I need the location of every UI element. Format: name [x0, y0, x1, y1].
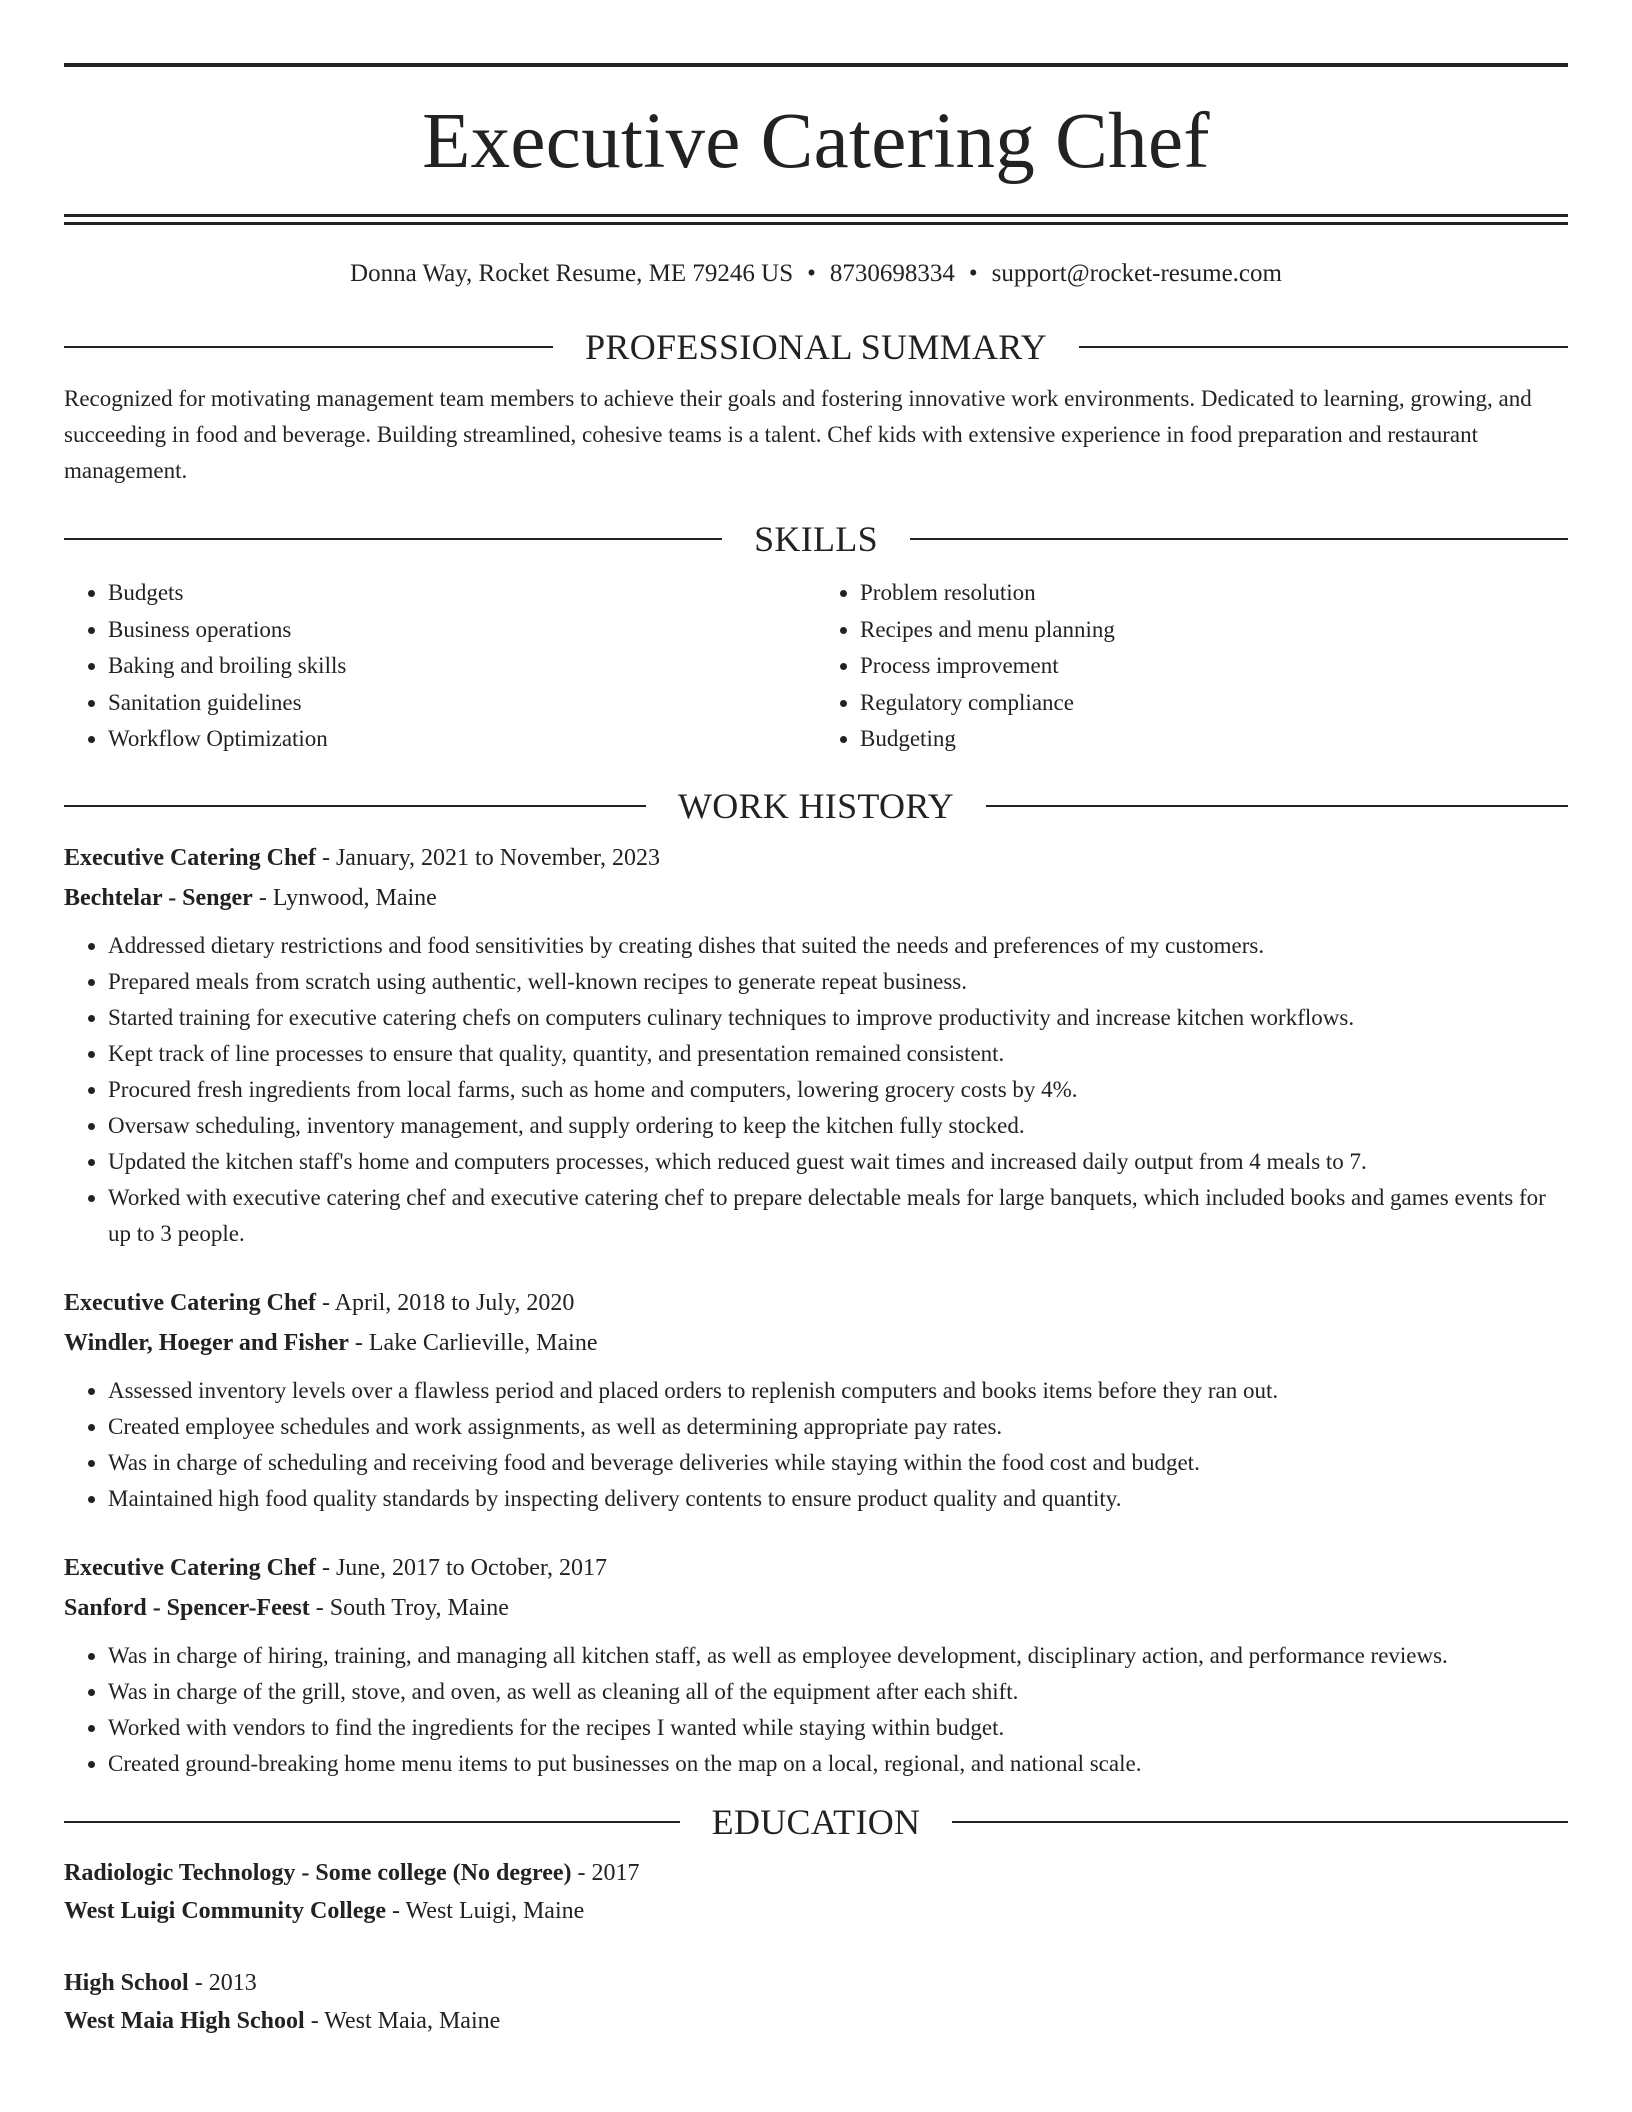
spacer [64, 1931, 1568, 1964]
education-school: West Maia High School [64, 2008, 305, 2034]
skill-item: • Recipes and menu planning [860, 612, 1568, 649]
job-bullet: • Started training for executive catering chefs on computers culinary techniques to improve productivity and increase kitchen workflows. [108, 1000, 1568, 1036]
education-degree: High School [64, 1969, 189, 1996]
education-year: - 2013 [188, 1969, 257, 1996]
job-title-line [64, 838, 1568, 878]
job-company-line [64, 1323, 1568, 1363]
job-entry [64, 1548, 1568, 1782]
divider [986, 805, 1568, 807]
education-entry [64, 1964, 1568, 2041]
job-dates: - April, 2018 to July, 2020 [315, 1289, 575, 1316]
job-bullet: • Was in charge of hiring, training, and managing all kitchen staff, as well as employee development, disciplinary action, and performance reviews. [108, 1638, 1568, 1674]
section-header-education [64, 1800, 1568, 1844]
skill-item: • Baking and broiling skills [108, 648, 816, 685]
skill-item: • Regulatory compliance [860, 685, 1568, 722]
job-bullet: • Oversaw scheduling, inventory management, and supply ordering to keep the kitchen fully stocked. [108, 1108, 1568, 1144]
divider [910, 538, 1568, 540]
education-location: - West Luigi, Maine [386, 1898, 585, 1924]
contact-separator: • [807, 260, 816, 287]
divider [952, 1821, 1568, 1823]
job-bullet: • Was in charge of scheduling and receiving food and beverage deliveries while staying within the food cost and budget. [108, 1445, 1568, 1481]
contact-line [64, 258, 1568, 290]
job-bullet: • Addressed dietary restrictions and food sensitivities by creating dishes that suited the needs and preferences of my customers. [108, 928, 1568, 964]
skill-item: • Budgets [108, 575, 816, 612]
job-bullet: • Worked with executive catering chef and executive catering chef to prepare delectable meals for large banquets, which included books and games events for up to 3 people. [108, 1180, 1568, 1252]
divider [64, 538, 722, 540]
divider [64, 346, 553, 348]
contact-email: support@rocket-resume.com [991, 260, 1282, 287]
divider [64, 1821, 680, 1823]
skill-item: • Problem resolution [860, 575, 1568, 612]
job-bullet: • Created ground-breaking home menu items to put businesses on the map on a local, regional, and national scale. [108, 1746, 1568, 1782]
job-bullet: • Maintained high food quality standards by inspecting delivery contents to ensure product quality and quantity. [108, 1481, 1568, 1517]
education-year: - 2017 [571, 1859, 640, 1886]
job-bullet: • Prepared meals from scratch using authentic, well-known recipes to generate repeat business. [108, 964, 1568, 1000]
job-title: Executive Catering Chef [64, 844, 316, 871]
skill-item: • Process improvement [860, 648, 1568, 685]
contact-address: Donna Way, Rocket Resume, ME 79246 US [350, 260, 794, 287]
skills-column-right [816, 575, 1568, 758]
section-header-skills [64, 517, 1568, 561]
job-company: Bechtelar - Senger [64, 884, 253, 911]
contact-separator: • [968, 260, 978, 287]
job-title: Executive Catering Chef [64, 1554, 316, 1581]
job-location: - Lynwood, Maine [252, 884, 437, 911]
skill-item: • Budgeting [860, 721, 1568, 758]
summary-text: Recognized for motivating management team members to achieve their goals and fostering innovative work environments. Dedicated to learning, growing, and succeeding in food and beverage. Building streamlined, cohesive teams is a talent. Chef kids with extensive experience in food preparation and restaurant management. [64, 386, 1532, 483]
job-location: - Lake Carlieville, Maine [348, 1329, 598, 1356]
job-company-line [64, 878, 1568, 918]
education-degree-line [64, 1964, 1568, 2003]
education-degree-line [64, 1854, 1568, 1893]
job-entry [64, 1283, 1568, 1517]
skills-column-left [64, 575, 816, 758]
top-rule [64, 63, 1568, 67]
skill-item: • Workflow Optimization [108, 721, 816, 758]
job-bullet: • Created employee schedules and work assignments, as well as determining appropriate pay rates. [108, 1409, 1568, 1445]
education-school-line [64, 2002, 1568, 2041]
page-title: Executive Catering Chef [422, 98, 1210, 185]
job-entry [64, 838, 1568, 1252]
job-bullet: • Worked with vendors to find the ingredients for the recipes I wanted while staying within budget. [108, 1710, 1568, 1746]
job-location: - South Troy, Maine [309, 1594, 509, 1621]
divider [64, 805, 646, 807]
job-bullet: • Procured fresh ingredients from local farms, such as home and computers, lowering grocery costs by 4%. [108, 1072, 1568, 1108]
job-title-line [64, 1283, 1568, 1323]
education-location: - West Maia, Maine [304, 2008, 501, 2034]
skill-item: • Sanitation guidelines [108, 685, 816, 722]
spacer [64, 1252, 1568, 1283]
job-title-line [64, 1548, 1568, 1588]
job-dates: - June, 2017 to October, 2017 [315, 1554, 607, 1581]
job-bullet: • Kept track of line processes to ensure that quality, quantity, and presentation remained consistent. [108, 1036, 1568, 1072]
education-entry [64, 1854, 1568, 1931]
education-degree: Radiologic Technology - Some college (No degree) [64, 1859, 572, 1886]
spacer [64, 1517, 1568, 1548]
education-school: West Luigi Community College [64, 1898, 386, 1924]
job-bullets [64, 1638, 1568, 1782]
divider [1079, 346, 1568, 348]
education-school-line [64, 1892, 1568, 1931]
job-bullet: • Was in charge of the grill, stove, and oven, as well as cleaning all of the equipment after each shift. [108, 1674, 1568, 1710]
job-bullet: • Assessed inventory levels over a flawless period and placed orders to replenish computers and books items before they ran out. [108, 1373, 1568, 1409]
skill-item: • Business operations [108, 612, 816, 649]
job-company: Windler, Hoeger and Fisher [64, 1329, 349, 1356]
job-bullet: • Updated the kitchen staff's home and computers processes, which reduced guest wait times and increased daily output from 4 meals to 7. [108, 1144, 1568, 1180]
section-title-work: WORK HISTORY [678, 785, 954, 826]
title-double-rule [64, 214, 1568, 225]
skills-list [64, 575, 1568, 758]
section-title-summary: PROFESSIONAL SUMMARY [585, 327, 1047, 367]
contact-phone: 8730698334 [829, 260, 955, 287]
job-company: Sanford - Spencer-Feest [64, 1594, 310, 1621]
job-title: Executive Catering Chef [64, 1289, 316, 1316]
job-dates: - January, 2021 to November, 2023 [315, 844, 661, 871]
section-title-education: EDUCATION [711, 1801, 921, 1842]
job-company-line [64, 1588, 1568, 1628]
section-header-work [64, 784, 1568, 828]
section-header-summary [64, 325, 1568, 369]
section-title-skills: SKILLS [754, 519, 878, 559]
job-bullets [64, 928, 1568, 1252]
job-bullets [64, 1373, 1568, 1517]
